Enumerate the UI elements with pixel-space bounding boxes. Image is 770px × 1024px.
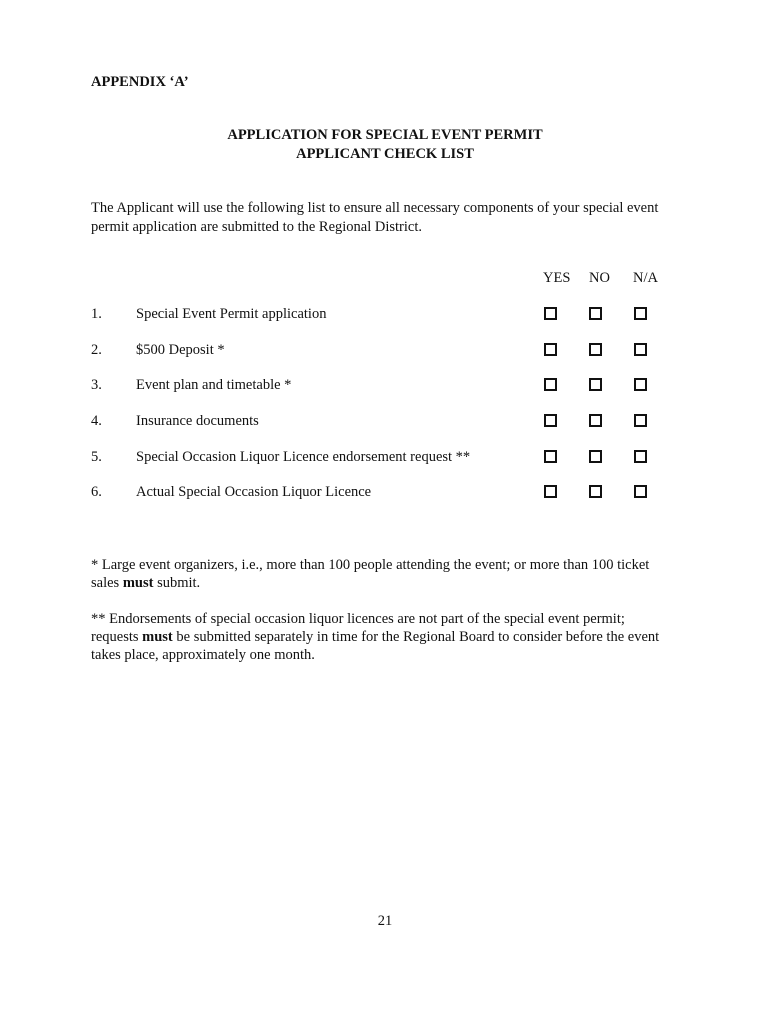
footnote-text: * Large event organizers, i.e., more than 100 people attending the event; or more than 100 ticket sales	[91, 557, 650, 591]
yes-checkbox[interactable]	[544, 378, 557, 391]
no-checkbox[interactable]	[589, 378, 602, 391]
appendix-heading: APPENDIX ‘A’	[91, 74, 189, 90]
footnote-emphasis: must	[142, 629, 173, 645]
checklist-row	[0, 449, 770, 469]
item-number: 2.	[91, 342, 102, 358]
no-checkbox[interactable]	[589, 485, 602, 498]
na-checkbox[interactable]	[634, 414, 647, 427]
yes-checkbox[interactable]	[544, 343, 557, 356]
checklist-row	[0, 377, 770, 397]
document-title: APPLICATION FOR SPECIAL EVENT PERMIT	[227, 127, 543, 143]
column-header-na: N/A	[633, 270, 658, 286]
no-checkbox[interactable]	[589, 414, 602, 427]
yes-checkbox[interactable]	[544, 485, 557, 498]
footnote-large-events	[91, 556, 676, 592]
checklist-row	[0, 342, 770, 362]
column-header-no: NO	[589, 270, 610, 286]
page-number: 21	[377, 913, 393, 929]
item-number: 5.	[91, 449, 102, 465]
na-checkbox[interactable]	[634, 307, 647, 320]
yes-checkbox[interactable]	[544, 307, 557, 320]
intro-paragraph: The Applicant will use the following list to ensure all necessary components of your special event permit application are submitted to the Regional District.	[91, 200, 659, 235]
item-label: Insurance documents	[136, 413, 259, 429]
item-label: Actual Special Occasion Liquor Licence	[136, 484, 372, 500]
yes-checkbox[interactable]	[544, 414, 557, 427]
footnote-text: submit.	[153, 575, 201, 591]
checklist-row	[0, 306, 770, 326]
column-header-yes: YES	[543, 270, 571, 286]
footnote-liquor-endorsements	[91, 610, 676, 664]
checklist-row	[0, 413, 770, 433]
no-checkbox[interactable]	[589, 343, 602, 356]
footnote-emphasis: must	[122, 575, 154, 591]
footnote-text: ** Endorsements of special occasion liquor licences are not part of the special event permit; requests	[91, 611, 625, 645]
item-number: 4.	[91, 413, 102, 429]
item-number: 1.	[91, 306, 102, 322]
no-checkbox[interactable]	[589, 450, 602, 463]
yes-checkbox[interactable]	[544, 450, 557, 463]
item-number: 3.	[91, 377, 102, 393]
na-checkbox[interactable]	[634, 378, 647, 391]
document-subtitle: APPLICANT CHECK LIST	[296, 146, 474, 162]
checklist-row	[0, 484, 770, 504]
na-checkbox[interactable]	[634, 485, 647, 498]
no-checkbox[interactable]	[589, 307, 602, 320]
item-number: 6.	[91, 484, 102, 500]
item-label: Special Event Permit application	[136, 306, 327, 322]
na-checkbox[interactable]	[634, 450, 647, 463]
item-label: Special Occasion Liquor Licence endorsement request **	[136, 449, 471, 465]
item-label: Event plan and timetable *	[136, 377, 292, 393]
footnote-text: be submitted separately in time for the Regional Board to consider before the event takes place, approximately one month.	[91, 629, 660, 663]
item-label: $500 Deposit *	[136, 342, 225, 358]
na-checkbox[interactable]	[634, 343, 647, 356]
